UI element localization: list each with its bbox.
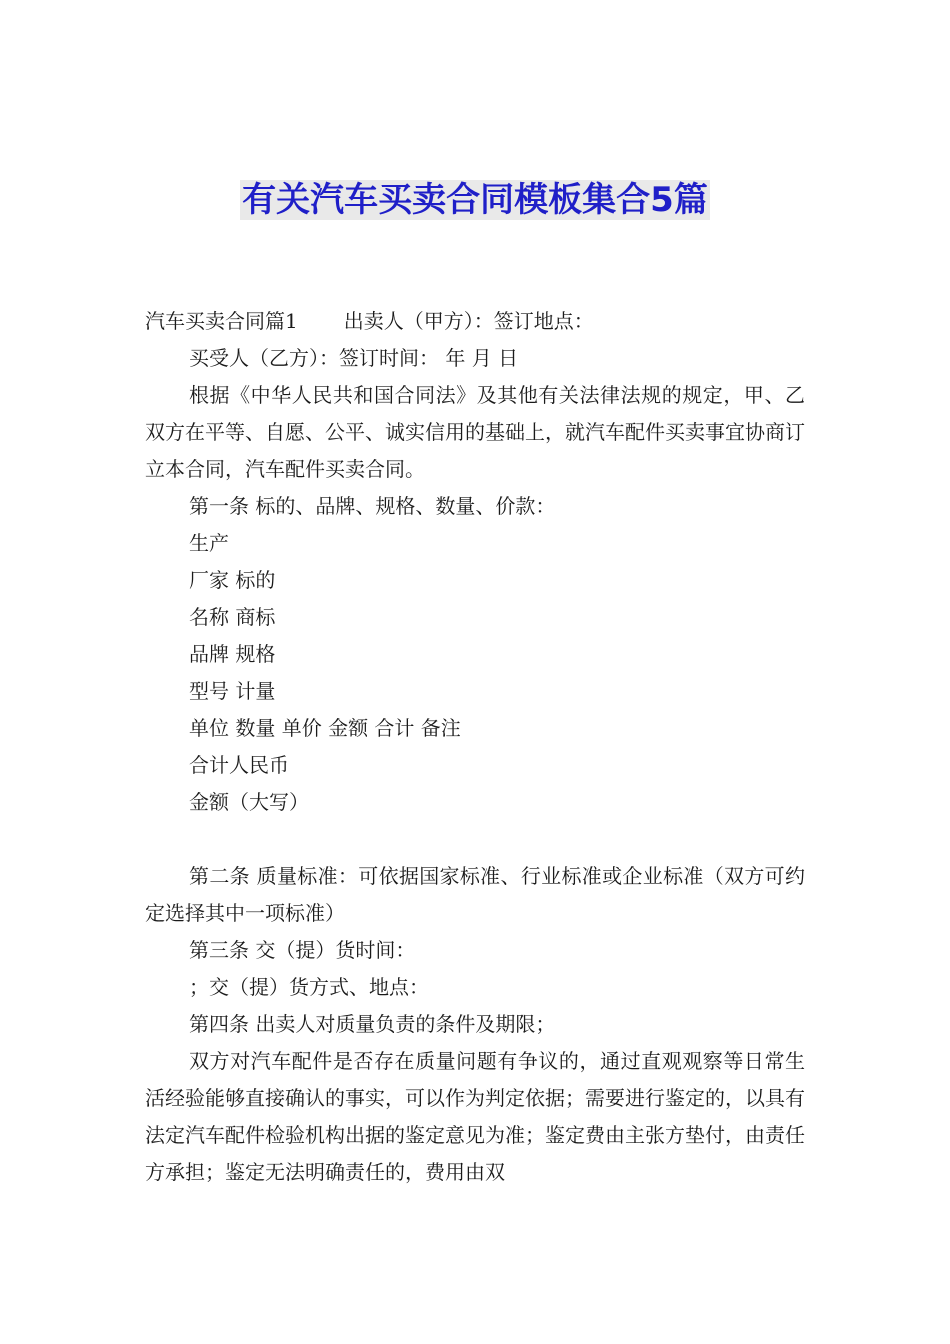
article-4-heading: 第四条 出卖人对质量负责的条件及期限；: [189, 1012, 556, 1036]
article-3-heading: 第三条 交（提）货时间：: [189, 938, 416, 962]
table-label-line: 合计人民币: [189, 753, 289, 777]
buyer-line: 买受人（乙方）：签订时间： 年 月 日: [189, 346, 519, 370]
table-label-line: 金额（大写）: [189, 790, 309, 814]
document-title: 有关汽车买卖合同模板集合5篇: [242, 180, 708, 220]
document-body: [145, 303, 805, 1191]
article-2-paragraph: 第二条 质量标准：可依据国家标准、行业标准或企业标准（双方可约定选择其中一项标准）: [145, 864, 805, 925]
article-1-heading: 第一条 标的、品牌、规格、数量、价款：: [189, 494, 556, 518]
preamble-paragraph: 根据《中华人民共和国合同法》及其他有关法律法规的规定，甲、乙双方在平等、自愿、公平、诚实信用的基础上，就汽车配件买卖事宜协商订立本合同，汽车配件买卖合同。: [145, 383, 805, 481]
blank-line: [145, 821, 805, 858]
table-label-line: 单位 数量 单价 金额 合计 备注: [189, 716, 461, 740]
table-label-line: 型号 计量: [189, 679, 276, 703]
delivery-method-line: ；交（提）货方式、地点：: [189, 975, 429, 999]
dispute-paragraph: 双方对汽车配件是否存在质量问题有争议的，通过直观观察等日常生活经验能够直接确认的事实，可以作为判定依据；需要进行鉴定的，以具有法定汽车配件检验机构出据的鉴定意见为准；鉴定费由主张方垫付，由责任方承担；鉴定无法明确责任的，费用由双: [145, 1049, 805, 1184]
contract-heading-line: [145, 303, 805, 340]
contract-number: 汽车买卖合同篇1: [145, 309, 298, 333]
table-label-line: 厂家 标的: [189, 568, 276, 592]
table-label-line: 生产: [189, 531, 229, 555]
seller-line: 出卖人（甲方）：签订地点：: [343, 309, 594, 333]
table-label-line: 品牌 规格: [189, 642, 276, 666]
table-label-line: 名称 商标: [189, 605, 276, 629]
